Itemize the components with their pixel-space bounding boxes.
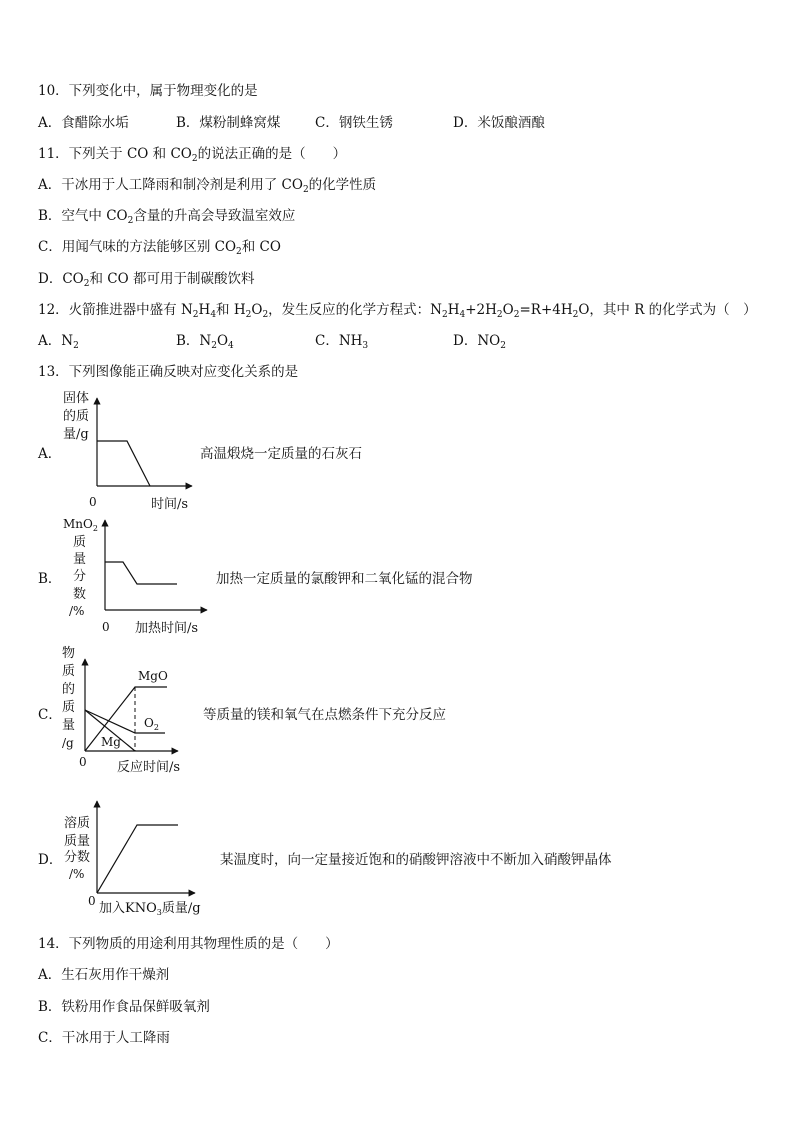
q11-option-b: B．空气中 $CO_2$含量的升高会导致温室效应	[38, 208, 296, 226]
y-label-line-2: 质量	[64, 834, 91, 849]
origin-label: 0	[89, 495, 97, 509]
y-label-line-1: 溶质	[64, 816, 91, 831]
y-label-line-2: 量	[73, 552, 87, 567]
y-label-line-3: 分数	[64, 850, 91, 865]
q13-a-desc: 高温煅烧一定质量的石灰石	[200, 446, 362, 462]
x-label: 加热时间/s	[135, 621, 199, 636]
solute-fraction-line	[97, 825, 178, 893]
y-label-line-1: 物	[62, 646, 76, 661]
q13-graph-d	[55, 795, 215, 920]
mgo-line	[85, 687, 167, 751]
q13-graph-b	[55, 512, 215, 637]
y-label-line-2: 质	[62, 664, 76, 679]
q11-option-c: C．用闻气味的方法能够区别 $CO_2$和 CO	[38, 239, 281, 257]
y-label-line-6: /g	[62, 736, 74, 750]
x-label: 加入$KNO_3$质量/g	[99, 901, 201, 917]
x-label: 时间/s	[151, 497, 189, 512]
q10-stem: 10．下列变化中，属于物理变化的是	[38, 83, 258, 99]
q13-d-desc: 某温度时，向一定量接近饱和的硝酸钾溶液中不断加入硝酸钾晶体	[220, 852, 612, 868]
origin-label: 0	[88, 894, 96, 908]
origin-label: 0	[102, 620, 110, 634]
y-label-line-3: 量/g	[63, 427, 89, 442]
q10-option-c: C．钢铁生锈	[315, 115, 393, 131]
q10-option-b: B．煤粉制蜂窝煤	[176, 115, 281, 131]
q13-graph-a	[55, 390, 205, 515]
q14-option-c: C．干冰用于人工降雨	[38, 1030, 170, 1046]
q12-option-a: A．$N_2$	[38, 333, 79, 351]
q14-option-a: A．生石灰用作干燥剂	[38, 967, 170, 983]
q11-option-a: A．干冰用于人工降雨和制冷剂是利用了 $CO_2$的化学性质	[38, 177, 377, 195]
solid-mass-line	[97, 441, 150, 486]
q13-d-label: D．	[38, 852, 63, 868]
q11-option-d: D．$CO_2$和 CO 都可用于制碳酸饮料	[38, 271, 255, 289]
q13-b-label: B．	[38, 571, 62, 587]
y-label-line-1: 质	[73, 535, 87, 550]
origin-label: 0	[79, 755, 87, 769]
q12-stem: 12．火箭推进器中盛有 $N_2H_4$和 $H_2O_2$，发生反应的化学方程式：$N_2H_4+2H_2O_2=R+4H_2O$，其中 R 的化学式为（ ）	[38, 302, 757, 320]
series-label-mg: Mg	[101, 735, 121, 749]
q10-option-d: D．米饭酿酒酿	[453, 115, 545, 131]
y-label-line-4: 质	[62, 700, 76, 715]
y-label-line-3: 分	[73, 569, 87, 584]
q12-option-c: C．$NH_3$	[315, 333, 369, 351]
y-label-line-4: /%	[69, 867, 85, 881]
y-label-line-5: /%	[69, 604, 85, 618]
q13-c-label: C．	[38, 707, 62, 723]
y-label-line-1: 固体	[63, 391, 90, 406]
q13-b-desc: 加热一定质量的氯酸钾和二氧化锰的混合物	[216, 571, 473, 587]
q12-option-d: D．$NO_2$	[453, 333, 506, 351]
series-label-mgo: MgO	[138, 669, 168, 683]
q13-c-desc: 等质量的镁和氧气在点燃条件下充分反应	[203, 707, 446, 723]
q11-stem: 11．下列关于 CO 和 $CO_2$的说法正确的是（ ）	[38, 146, 347, 164]
q13-stem: 13．下列图像能正确反映对应变化关系的是	[38, 364, 299, 380]
q12-option-b: B．$N_2O_4$	[176, 333, 234, 351]
q14-option-b: B．铁粉用作食品保鲜吸氧剂	[38, 999, 210, 1015]
series-label-o2: $O_2$	[144, 716, 159, 732]
q13-graph-c	[55, 645, 200, 780]
y-label-line-2: 的质	[63, 409, 90, 424]
q14-stem: 14．下列物质的用途利用其物理性质的是（ ）	[38, 936, 339, 952]
q10-option-a: A．食醋除水垢	[38, 115, 129, 131]
x-label: 反应时间/s	[117, 760, 181, 775]
y-label-line-3: 的	[62, 682, 76, 697]
mno2-fraction-line	[105, 562, 177, 584]
q13-a-label: A．	[38, 446, 62, 462]
y-label-line-4: 数	[73, 587, 87, 602]
y-label-top: MnO$_2$	[63, 517, 98, 533]
y-label-line-5: 量	[62, 718, 76, 733]
